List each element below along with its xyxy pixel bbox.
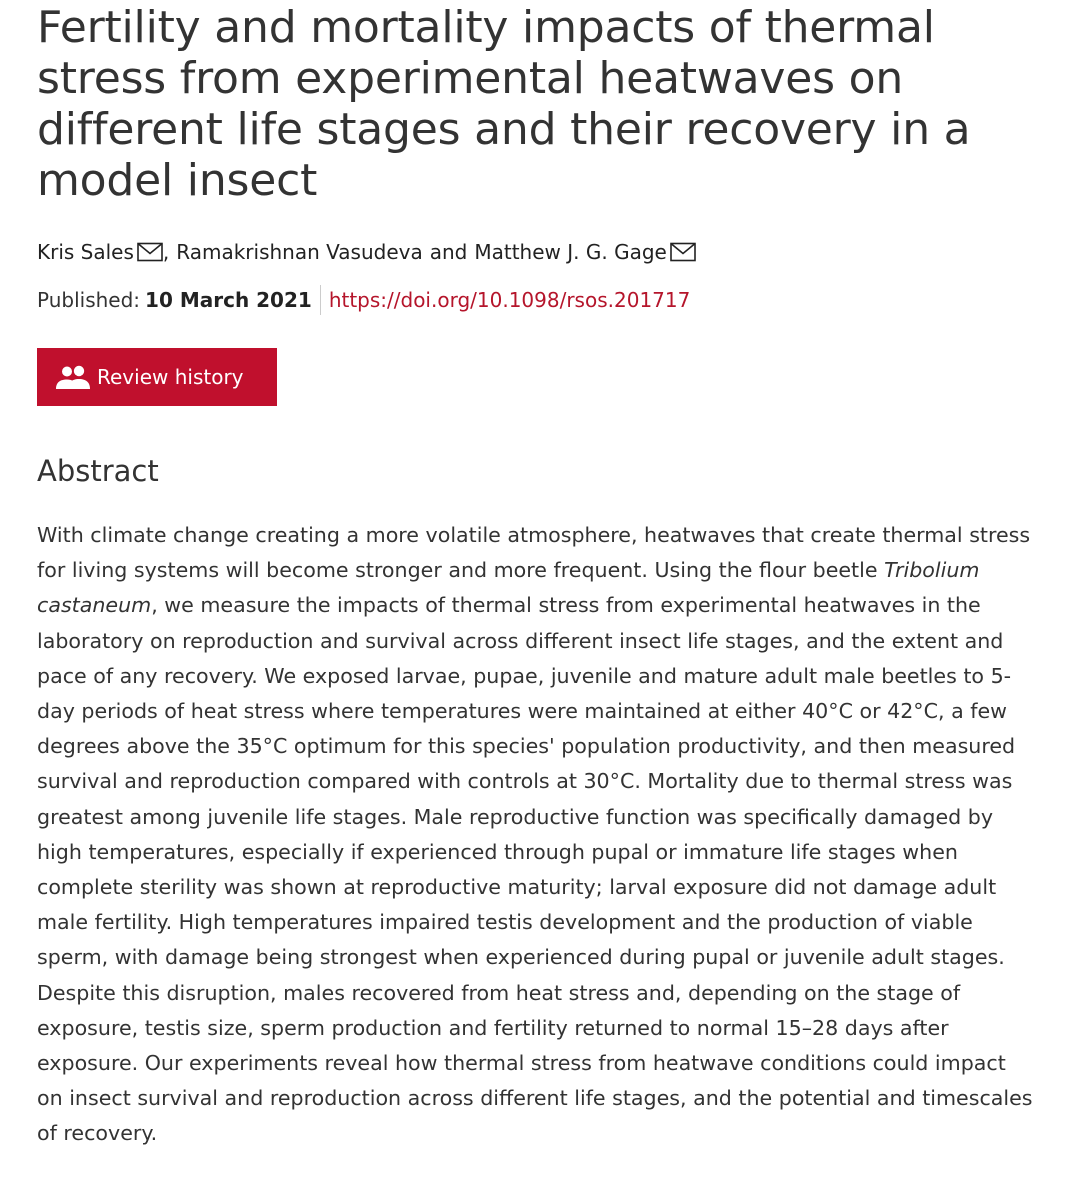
published-label: Published:: [37, 288, 141, 312]
author-list: [37, 237, 1047, 267]
author-conjunction: and: [429, 240, 468, 264]
article-header: [37, 0, 1047, 1172]
abstract-text-part-1: With climate change creating a more volatile atmosphere, heatwaves that create thermal stress for living systems will become stronger and more frequent. Using the flour beetle: [37, 523, 1031, 583]
email-icon[interactable]: [137, 242, 163, 262]
author-link-1[interactable]: Kris Sales: [37, 240, 134, 264]
author-link-2[interactable]: Ramakrishnan Vasudeva: [176, 240, 423, 264]
abstract-heading: Abstract: [37, 454, 159, 488]
doi-link[interactable]: https://doi.org/10.1098/rsos.201717: [328, 288, 691, 312]
species-name: Tribolium castaneum: [37, 558, 980, 618]
abstract-body: [37, 518, 1037, 1152]
article-title: Fertility and mortality impacts of thermal stress from experimental heatwaves on different life stages and their recovery in a model insect: [37, 2, 971, 206]
people-icon: [55, 364, 93, 390]
author-separator: ,: [162, 240, 170, 264]
published-date: 10 March 2021: [145, 288, 312, 312]
author-link-3[interactable]: Matthew J. G. Gage: [474, 240, 667, 264]
email-icon[interactable]: [670, 242, 696, 262]
review-history-button[interactable]: [37, 348, 277, 406]
review-history-label: Review history: [97, 365, 244, 389]
divider: [320, 285, 321, 315]
publication-info: [37, 285, 1047, 315]
abstract-text-part-2: , we measure the impacts of thermal stress from experimental heatwaves in the laboratory on reproduction and survival across different insect life stages, and the extent and pace of any recovery. We exposed larvae, pupae, juvenile and mature adult male beetles to 5-day periods of heat stress where temperatures were maintained at either 40°C or 42°C, a few degrees above the 35°C optimum for this species' population productivity, and then measured survival and reproduction compared with controls at 30°C. Mortality due to thermal stress was greatest among juvenile life stages. Male reproductive function was specifically damaged by high temperatures, especially if experienced through pupal or immature life stages when complete sterility was shown at reproductive maturity; larval exposure did not damage adult male fertility. High temperatures impaired testis development and the production of viable sperm, with damage being strongest when experienced during pupal or juvenile adult stages. Despite this disruption, males recovered from heat stress and, depending on the stage of exposure, testis size, sperm production and fertility returned to normal 15–28 days after exposure. Our experiments reveal how thermal stress from heatwave conditions could impact on insect survival and reproduction across different life stages, and the potential and timescales of recovery.: [37, 593, 1033, 1146]
